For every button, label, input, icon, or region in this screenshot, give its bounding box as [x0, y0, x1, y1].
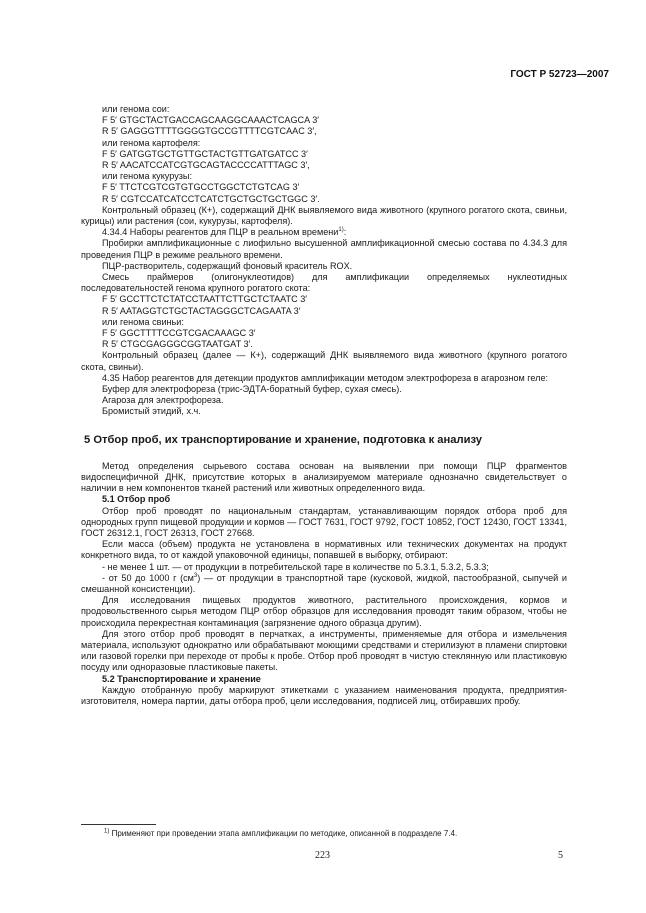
- primer-sequence: R 5′ CTGCGAGGGCGGTAATGAT 3′.: [102, 339, 253, 350]
- footnote-divider: [81, 824, 156, 825]
- paragraph: Каждую отобранную пробу маркируют этикетками с указанием наименования продукта, предприятия-изготовителя, номера партии, даты отбора проб, цели исследования, подписей лиц, отбиравших пробу.: [81, 684, 567, 706]
- primer-sequence: F 5′ GGCTTTTCCGTCGACAAAGC 3′: [102, 328, 256, 339]
- paragraph: [81, 227, 567, 238]
- page-number-center: 223: [315, 850, 330, 861]
- paragraph: Для этого отбор проб проводят в перчатках, а инструменты, применяемые для отбора и измельчения материала, используют однократно или обрабатывают моющими средствами и стерилизуют в пламени спиртовки или газовой горелки при переходе от пробы к пробе. Отбор проб проводят в чистую стеклянную или пластиковую посуду или одноразовые пластиковые пакеты.: [81, 628, 567, 673]
- text-line: или генома кукурузы:: [102, 171, 192, 182]
- paragraph: Метод определения сырьевого состава основан на выявлении при помощи ПЦР фрагментов видоспецифичной ДНК, присутствие которых в анализируемом материале однозначно свидетельствует о наличии в нем компонентов тканей растений или животных определенного вида.: [81, 460, 567, 494]
- subsection-heading: 5.1 Отбор проб: [102, 494, 171, 505]
- primer-sequence: F 5′ GCCTTCTCTATCCTAATTCTTGCTCTAATC 3′: [102, 294, 307, 305]
- paragraph: ПЦР-растворитель, содержащий фоновый краситель ROX.: [102, 260, 353, 271]
- primer-sequence: R 5′ AATAGGTCTGCTACTAGGGCTCAGAATA 3′: [102, 305, 301, 316]
- text-span: 4.34.4 Наборы реагентов для ПЦР в реальном времени: [102, 227, 339, 238]
- list-item: [81, 573, 567, 595]
- paragraph: Если масса (объем) продукта не установлена в нормативных или технических документах на продукт конкретного вида, то от каждой упаковочной единицы, попавшей в выборку, отбирают:: [81, 539, 567, 561]
- text-line: или генома картофеля:: [102, 137, 201, 148]
- primer-sequence: F 5′ GTGCTACTGACCAGCAAGGCAAACTCAGCA 3′: [102, 115, 319, 126]
- paragraph: Агароза для электрофореза.: [102, 395, 224, 406]
- text-span: ) — от продукции в транспортной таре (кусковой, жидкой, пастообразной, сыпучей и смешанной консистенции).: [81, 572, 567, 594]
- paragraph: 4.35 Набор реагентов для детекции продуктов амплификации методом электрофореза в агарозном геле:: [102, 372, 549, 383]
- paragraph: Буфер для электрофореза (трис-ЭДТА-боратный буфер, сухая смесь).: [102, 384, 402, 395]
- footnote: [104, 829, 457, 838]
- primer-sequence: F 5′ GATGGTGCTGTTGCTACTGTTGATGATCC 3′: [102, 148, 308, 159]
- document-body: [81, 104, 567, 707]
- section-heading: 5 Отбор проб, их транспортирование и хранение, подготовка к анализу: [84, 433, 482, 446]
- paragraph: Контрольный образец (далее — К+), содержащий ДНК выявляемого вида животного (крупного рогатого скота, свиньи).: [81, 350, 567, 372]
- footnote-text: Применяют при проведении этапа амплификации по методике, описанной в подразделе 7.4.: [109, 829, 458, 838]
- text-line: или генома свиньи:: [102, 316, 184, 327]
- text-span: - от 50 до 1000 г (см: [102, 572, 194, 583]
- primer-sequence: R 5′ AACATCCATCGTGCAGTACCCCATTTAGC 3′,: [102, 160, 310, 171]
- paragraph: Для исследования пищевых продуктов животного, растительного происхождения, кормов и продовольственного сырья методом ПЦР отбор образцов для исследования проводят таким образом, чтобы не происходила перекрестная контаминация (загрязнение одного образца другим).: [81, 595, 567, 628]
- gost-header: ГОСТ Р 52723—2007: [510, 69, 609, 80]
- subsection-heading: 5.2 Транспортирование и хранение: [102, 673, 261, 684]
- footnote-mark: 1): [104, 828, 110, 835]
- primer-sequence: R 5′ GAGGGTTTTGGGGTGCCGTTTTCGTCAAC 3′,: [102, 126, 317, 137]
- paragraph: Контрольный образец (К+), содержащий ДНК выявляемого вида животного (крупного рогатого скота, свиньи, курицы) или растения (сои, кукурузы, картофеля).: [81, 204, 567, 227]
- page-number-right: 5: [558, 850, 563, 861]
- list-item: - не менее 1 шт. — от продукции в потребительской таре в количестве по 5.3.1, 5.3.2, 5.3.3;: [102, 561, 489, 572]
- text-span: :: [343, 227, 347, 238]
- paragraph: Отбор проб проводят по национальным стандартам, устанавливающим порядок отбора проб для однородных групп пищевой продукции и кормов — ГОСТ 7631, ГОСТ 9792, ГОСТ 10852, ГОСТ 12430, ГОСТ 13341, ГОСТ 26312.1, ГОСТ 26313, ГОСТ 27668.: [81, 505, 568, 538]
- text-line: или генома сои:: [102, 104, 170, 114]
- primer-sequence: R 5′ CGTCCATCATCCTCATCTGCTGCTGCTGGC 3′.: [102, 193, 320, 204]
- footnote-ref: 1): [338, 227, 344, 234]
- superscript: 3: [193, 572, 198, 579]
- paragraph: Смесь праймеров (олигонуклеотидов) для амплификации определяемых нуклеотидных последовательностей генома крупного рогатого скота:: [81, 272, 567, 294]
- paragraph: Бромистый этидий, х.ч.: [102, 406, 201, 417]
- primer-sequence: F 5′ TTCTCGTCGTGTGCCTGGCTCTGTCAG 3′: [102, 182, 300, 193]
- paragraph: Пробирки амплификационные с лиофильно высушенной амплификационной смесью состава по 4.34.3 для проведения ПЦР в режиме реального времени.: [81, 238, 567, 260]
